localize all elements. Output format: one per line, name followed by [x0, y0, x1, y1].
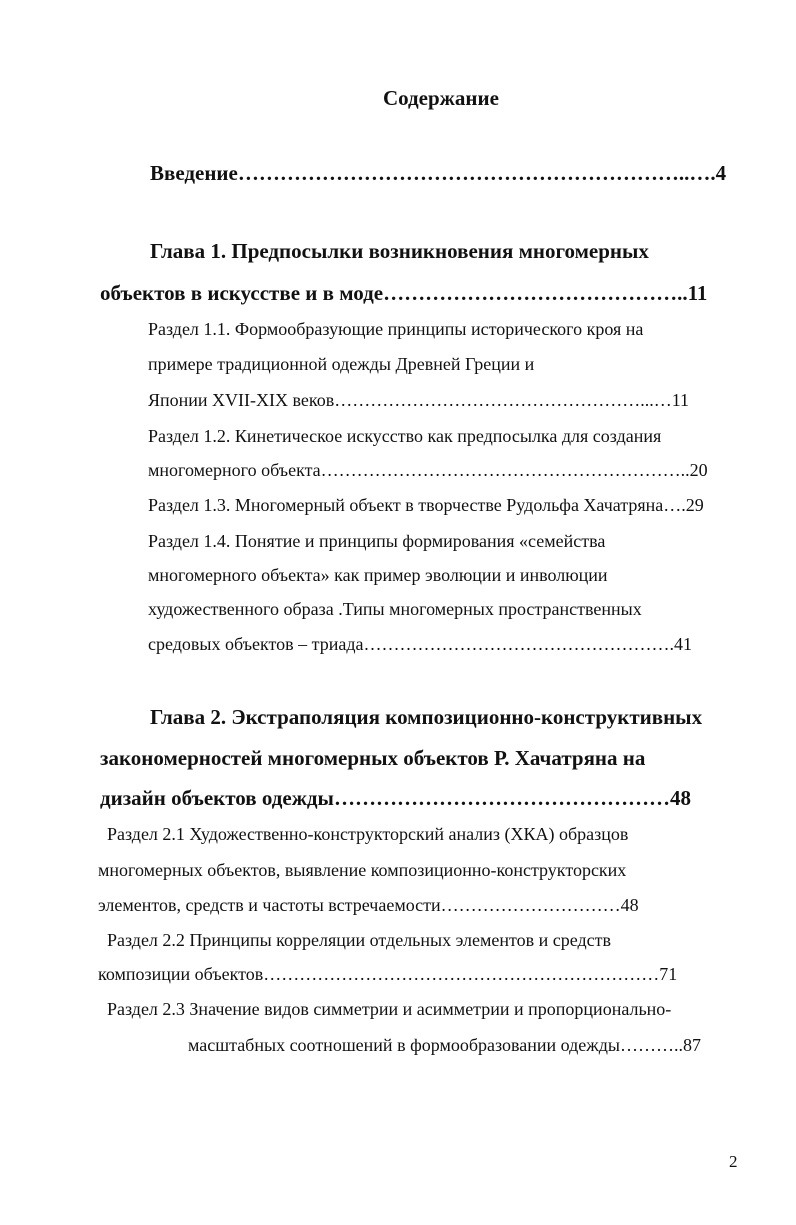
section-1-1-line1: Раздел 1.1. Формообразующие принципы исторического кроя на — [148, 319, 644, 339]
section-2-3-line1: Раздел 2.3 Значение видов симметрии и асимметрии и пропорционально- — [107, 999, 672, 1019]
chapter1-heading-line1: Глава 1. Предпосылки возникновения многомерных — [150, 239, 649, 263]
section-1-2-line1: Раздел 1.2. Кинетическое искусство как предпосылка для создания — [148, 426, 662, 446]
section-2-2-line2: композиции объектов…………………………………………………………71 — [98, 964, 678, 984]
section-1-1-line2: примере традиционной одежды Древней Греции и — [148, 354, 535, 374]
chapter2-heading-line2: закономерностей многомерных объектов Р. Хачатряна на — [100, 746, 646, 770]
section-1-3-line1: Раздел 1.3. Многомерный объект в творчестве Рудольфа Хачатряна….29 — [148, 495, 704, 515]
chapter1-heading-line2: объектов в искусстве и в моде……………………………………..11 — [100, 281, 708, 305]
chapter2-heading-line1: Глава 2. Экстраполяция композиционно-конструктивных — [150, 705, 703, 729]
section-1-4-line1: Раздел 1.4. Понятие и принципы формирования «семейства — [148, 531, 606, 551]
section-2-3-line2: масштабных соотношений в формообразовании одежды………..87 — [188, 1035, 701, 1055]
section-1-1-line3: Японии XVII-XIX веков……………………………………………...…11 — [148, 390, 690, 410]
section-2-1-line3: элементов, средств и частоты встречаемости…………………………48 — [98, 895, 639, 915]
section-1-4-line2: многомерного объекта» как пример эволюции и инволюции — [148, 565, 608, 585]
page-title: Содержание — [383, 86, 499, 110]
section-1-4-line3: художественного образа .Типы многомерных пространственных — [148, 599, 642, 619]
section-2-2-line1: Раздел 2.2 Принципы корреляции отдельных элементов и средств — [107, 930, 612, 950]
page-number: 2 — [729, 1152, 738, 1171]
section-1-4-line4: средовых объектов – триада…………………………………………….41 — [148, 634, 692, 654]
chapter2-heading-line3: дизайн объектов одежды…………………………………………48 — [100, 786, 691, 810]
section-2-1-line2: многомерных объектов, выявление композиционно-конструкторских — [98, 860, 627, 880]
section-2-1-line1: Раздел 2.1 Художественно-конструкторский анализ (ХКА) образцов — [107, 824, 629, 844]
toc-intro: Введение………………………………………………………..….4 — [150, 161, 727, 185]
section-1-2-line2: многомерного объекта……………………………………………………..20 — [148, 460, 708, 480]
